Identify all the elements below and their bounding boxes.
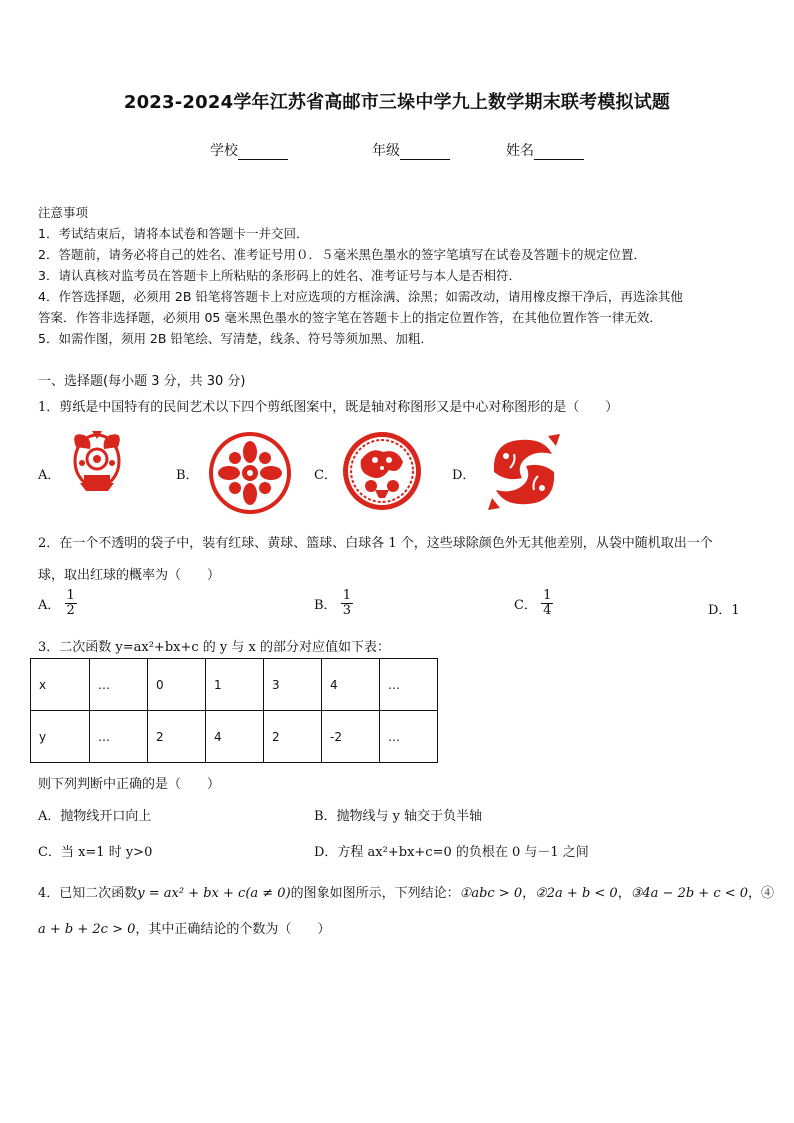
q2-option-c (514, 589, 553, 618)
papercut-flower-icon (207, 430, 293, 516)
notice-item-3: 3．请认真核对监考员在答题卡上所粘贴的条形码上的姓名、准考证号与本人是否相符． (38, 268, 521, 283)
table-cell: 3 (264, 659, 322, 711)
notice-item-4: 4．作答选择题，必须用 2B 铅笔将答题卡上对应选项的方框涂满、涂黑；如需改动，请用橡皮擦干净后，再选涂其他 (38, 289, 683, 304)
q2-option-b (314, 589, 353, 618)
section-heading: 一、选择题(每小题 3 分，共 30 分) (38, 374, 246, 389)
q4-suffix: ，其中正确结论的个数为（ ） (135, 922, 331, 937)
name-field (506, 140, 584, 160)
table-cell: 2 (264, 711, 322, 763)
table-cell: x (31, 659, 90, 711)
q4-conclusion-4: a + b + 2c > 0 (38, 922, 136, 937)
q1-option-b-label: B． (176, 468, 199, 483)
q4-conclusion-2: ②2a + b < 0 (535, 886, 618, 901)
table-cell: … (380, 711, 438, 763)
school-label: 学校 (210, 143, 238, 159)
table-cell: … (90, 659, 148, 711)
notice-heading: 注意事项 (38, 205, 89, 220)
table-cell: … (90, 711, 148, 763)
table-cell: 0 (148, 659, 206, 711)
q4-function: y = ax² + bx + c(a ≠ 0) (137, 886, 291, 901)
q2-b-fraction: $\frac{1}{3}$ (342, 588, 351, 618)
q2-option-a (38, 589, 77, 618)
table-cell: 4 (206, 711, 264, 763)
table-cell: 1 (206, 659, 264, 711)
table-cell: 2 (148, 711, 206, 763)
table-cell: 4 (322, 659, 380, 711)
q4-stem-line1: 4．已知二次函数y = ax² + bx + c(a ≠ 0)的图象如图所示，下列结论：①abc > 0，②2a + b < 0，③4a − 2b + c < 0，④ (38, 886, 775, 901)
table-cell: -2 (322, 711, 380, 763)
notice-item-2: 2．答题前，请务必将自己的姓名、准考证号用０．５毫米黑色墨水的签字笔填写在试卷及答题卡的规定位置． (38, 247, 646, 262)
table-cell: y (31, 711, 90, 763)
name-blank (534, 145, 584, 160)
q1-option-a-label: A． (38, 468, 61, 483)
q4-conclusion-1: ①abc > 0 (459, 886, 523, 901)
notice-item-4-cont: 答案．作答非选择题，必须用 05 毫米黑色墨水的签字笔在答题卡上的指定位置作答，在其他位置作答一律无效． (38, 310, 662, 325)
q2-stem-line2: 球，取出红球的概率为（ ） (38, 568, 221, 583)
q4-conclusion-4-label: ④ (761, 886, 775, 901)
q2-c-label: C． (514, 598, 537, 613)
table-row (31, 711, 438, 763)
q2-b-label: B． (314, 598, 337, 613)
name-label: 姓名 (506, 143, 534, 159)
q3-option-a: A．抛物线开口向上 (38, 809, 152, 824)
q4-conclusion-3: ③4a − 2b + c < 0 (630, 886, 749, 901)
q3-option-b: B．抛物线与 y 轴交于负半轴 (314, 809, 483, 824)
notice-item-5: 5．如需作图，须用 2B 铅笔绘、写清楚，线条、符号等须加黑、加粗． (38, 331, 433, 346)
q3-option-c: C．当 x=1 时 y>0 (38, 845, 153, 860)
page-title: 2023-2024学年江苏省高邮市三垛中学九上数学期末联考模拟试题 (123, 92, 671, 113)
q1-option-d-label: D． (452, 468, 476, 483)
papercut-carp-icon (62, 425, 132, 495)
value-table (30, 658, 438, 763)
q1-option-c-label: C． (314, 468, 337, 483)
q4-prefix: 4．已知二次函数 (38, 886, 138, 901)
q4-mid: 的图象如图所示，下列结论： (290, 886, 460, 901)
school-blank (238, 145, 288, 160)
notice-item-1: 1．考试结束后，请将本试卷和答题卡一并交回． (38, 226, 309, 241)
q3-option-d: D．方程 ax²+bx+c=0 的负根在 0 与－1 之间 (314, 845, 589, 860)
table-row (31, 659, 438, 711)
q2-stem-line1: 2．在一个不透明的袋子中，装有红球、黄球、篮球、白球各 1 个，这些球除颜色外无其他差别，从袋中随机取出一个 (38, 536, 713, 551)
q3-stem: 3．二次函数 y=ax²+bx+c 的 y 与 x 的部分对应值如下表： (38, 640, 390, 655)
grade-blank (400, 145, 450, 160)
grade-label: 年级 (372, 143, 400, 159)
school-field (210, 140, 288, 160)
table-cell: … (380, 659, 438, 711)
papercut-round-pattern-icon (341, 430, 423, 512)
q2-option-d: D．1 (708, 603, 740, 618)
q1-stem: 1．剪纸是中国特有的民间艺术以下四个剪纸图案中，既是轴对称图形又是中心对称图形的是（ ） (38, 400, 619, 415)
q4-stem-line2 (38, 918, 330, 937)
papercut-fish-icon (486, 432, 562, 512)
q2-a-fraction: $\frac{1}{2}$ (66, 588, 75, 618)
q2-c-fraction: $\frac{1}{4}$ (543, 588, 552, 618)
q2-a-label: A． (38, 598, 61, 613)
grade-field (372, 140, 450, 160)
q3-question: 则下列判断中正确的是（ ） (38, 777, 221, 792)
